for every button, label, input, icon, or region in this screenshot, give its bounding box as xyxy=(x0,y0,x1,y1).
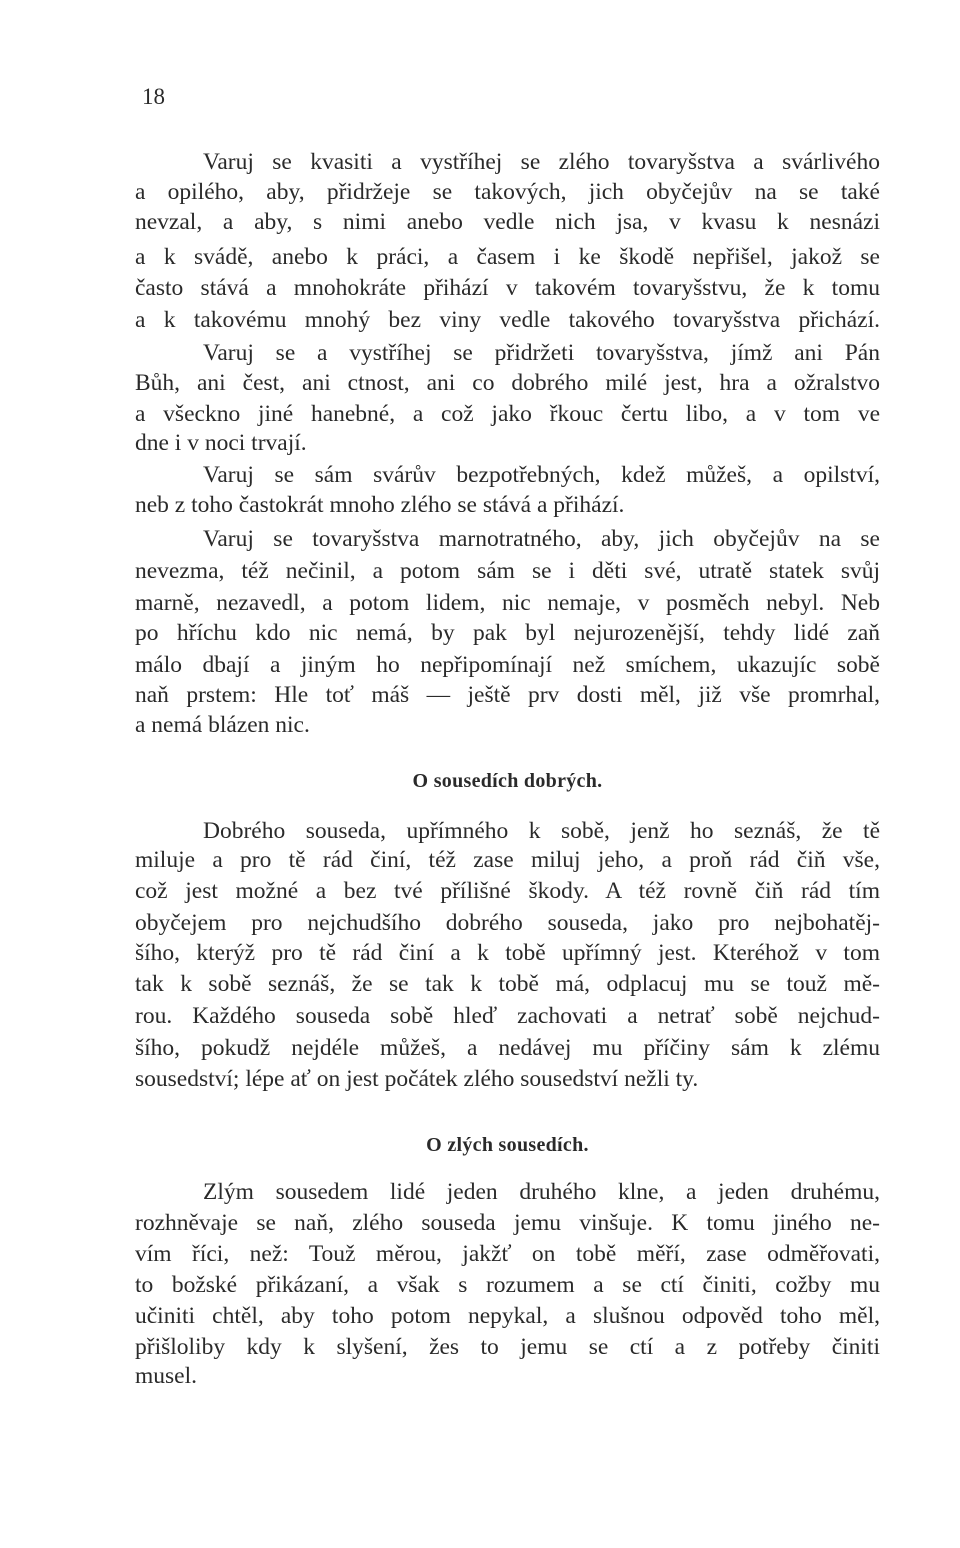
text-line: a všeckno jiné hanebné, a což jako řkouc čertu libo, a v tom ve xyxy=(135,401,880,427)
text-line: a nemá blázen nic. xyxy=(135,712,310,738)
text-line: a opilého, aby, přidržeje se takových, jich obyčejův na se také xyxy=(135,179,880,205)
text-line: nevezma, též nečinil, a potom sám se i děti své, utratě statek svůj xyxy=(135,558,880,584)
text-line: šího, kterýž pro tě rád činí a k tobě upřímný jest. Kteréhož v tom xyxy=(135,940,880,966)
text-line: vím říci, než: Touž měrou, jakžť on tobě měří, zase odměřovati, xyxy=(135,1241,880,1267)
text-line: neb z toho častokrát mnoho zlého se stává a přihází. xyxy=(135,492,625,518)
text-line: Bůh, ani čest, ani ctnost, ani co dobrého milé jest, hra a ožralstvo xyxy=(135,370,880,396)
section-heading-bad-neighbors: O zlých sousedích. xyxy=(426,1134,589,1156)
text-line: učiniti chtěl, aby toho potom nepykal, a slušnou odpověd toho měl, xyxy=(135,1303,880,1329)
text-line: rou. Každého souseda sobě hleď zachovati a netrať sobě nejchud- xyxy=(135,1003,880,1029)
text-line: po hříchu kdo nic nemá, by pak byl nejurozenější, tehdy lidé zaň xyxy=(135,620,880,646)
text-line: obyčejem pro nejchudšího dobrého souseda, jako pro nejbohatěj- xyxy=(135,910,880,936)
text-line: často stává a mnohokráte přihází v takovém tovaryšstvu, že k tomu xyxy=(135,275,880,301)
text-line: Zlým sousedem lidé jeden druhého klne, a jeden druhému, xyxy=(203,1179,880,1205)
text-line: musel. xyxy=(135,1363,198,1389)
text-line: Varuj se tovaryšstva marnotratného, aby, jich obyčejův na se xyxy=(203,526,880,552)
text-line: a k svádě, anebo k práci, a časem i ke škodě nepřišel, jakož se xyxy=(135,244,880,270)
text-line: šího, pokudž nejdéle můžeš, a nedávej mu příčiny sám k zlému xyxy=(135,1035,880,1061)
text-line: přišloliby kdy k slyšení, žes to jemu se ctí a z potřeby činiti xyxy=(135,1334,880,1360)
text-line: marně, nezavedl, a potom lidem, nic nemaje, v posměch nebyl. Neb xyxy=(135,590,880,616)
text-line: rozhněvaje se naň, zlého souseda jemu vinšuje. K tomu jiného ne- xyxy=(135,1210,880,1236)
text-line: naň prstem: Hle toť máš — ještě prv dosti měl, již vše promrhal, xyxy=(135,682,880,708)
section-heading-good-neighbors: O sousedích dobrých. xyxy=(412,770,603,792)
text-line: Varuj se a vystříhej se přidržeti tovaryšstva, jímž ani Pán xyxy=(203,340,880,366)
text-line: a k takovému mnohý bez viny vedle takového tovaryšstva přichází. xyxy=(135,307,880,333)
text-line: což jest možné a bez tvé přílišné škody. A též rovně čiň rád tím xyxy=(135,878,880,904)
text-line: to božské přikázaní, a však s rozumem a se ctí činiti, cožby mu xyxy=(135,1272,880,1298)
text-line: sousedství; lépe ať on jest počátek zlého sousedství nežli ty. xyxy=(135,1066,699,1092)
text-line: málo dbají a jiným ho nepřipomínají než smíchem, ukazujíc sobě xyxy=(135,652,880,678)
text-line: Dobrého souseda, upřímného k sobě, jenž ho seznáš, že tě xyxy=(203,818,880,844)
text-line: Varuj se kvasiti a vystříhej se zlého tovaryšstva a svárlivého xyxy=(203,149,880,175)
page-number: 18 xyxy=(142,84,165,109)
text-line: dne i v noci trvají. xyxy=(135,430,307,456)
text-line: nevzal, a aby, s nimi anebo vedle nich jsa, v kvasu k nesnázi xyxy=(135,209,880,235)
text-line: miluje a pro tě rád činí, též zase miluj jeho, a proň rád čiň vše, xyxy=(135,847,880,873)
text-line: Varuj se sám svárův bezpotřebných, kdež můžeš, a opilství, xyxy=(203,462,880,488)
text-line: tak k sobě seznáš, že se tak k tobě má, odplacuj mu se touž mě- xyxy=(135,971,880,997)
